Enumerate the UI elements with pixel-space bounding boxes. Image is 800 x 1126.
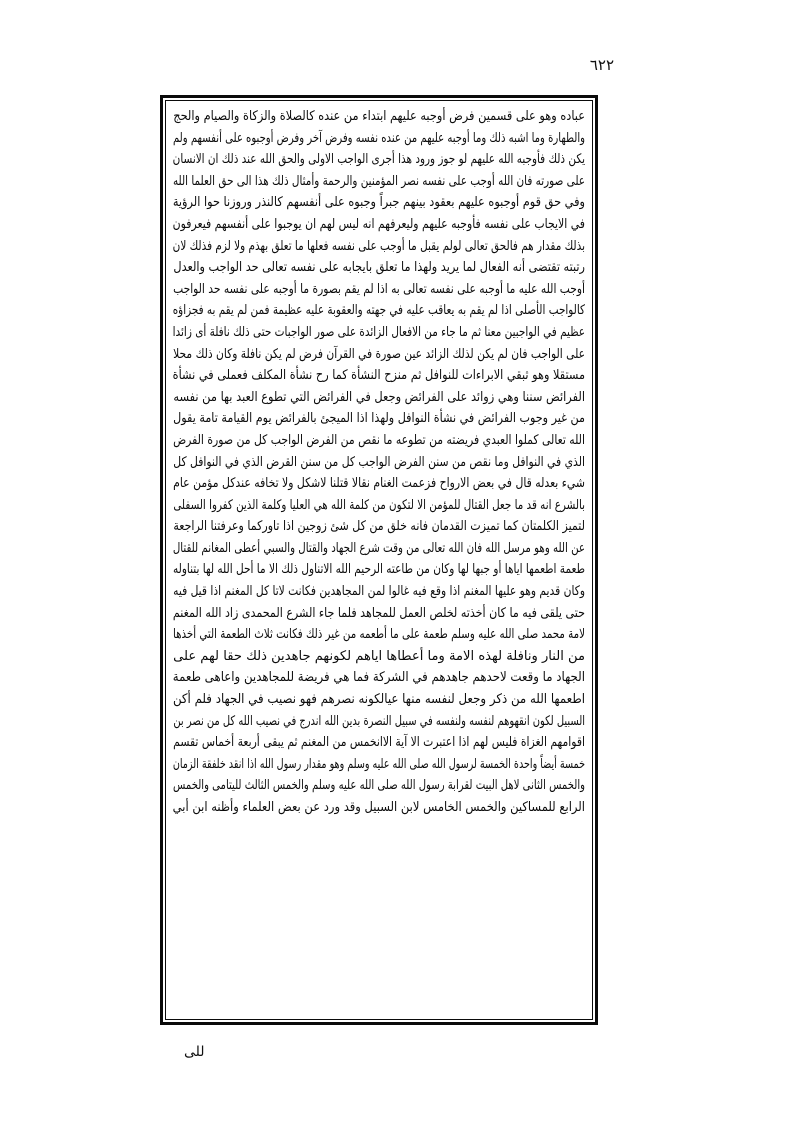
text-line: الرابع للمساكين والخمس الخامس لابن السبيل وقد ورد عن بعض العلماء وأظنه ابن أبي bbox=[173, 800, 585, 815]
text-line: بالشرع انه قد ما جعل القتال للمؤمن الا لتكون من كلمة الله هي العليا وكلمة الذين كفروا السفلى bbox=[173, 497, 585, 513]
text-line: بذلك مقدار هم فالحق تعالى لولم يقبل ما أوجب على نفسه فعلها ما تعلق بهذم ولا لزم فذلك لان bbox=[173, 238, 585, 254]
text-line: على الواجب فان لم يكن لذلك الزائد عين صورة في القرآن فرض لم يكن نافلة وكان ذلك محلا bbox=[173, 346, 585, 362]
text-line: مستقلا وهو ثبقي الابراءات للنوافل ثم منزح النشأة كما رح نشأة المكلف فعملى في نشأة bbox=[173, 368, 585, 384]
text-line: اقوامهم الغزاة فليس لهم اذا اعتبرت الا آية الاانخمس من المغنم ثم يبقى أربعة أخماس تقسم bbox=[173, 735, 585, 751]
text-line: عباده وهو على قسمين فرض أوجبه عليهم ابتداء من عنده كالصلاة والزكاة والصيام والحج bbox=[173, 109, 585, 124]
text-line: شيء بعدله قال في بعض الارواح فزعمت الغنام نقالا قتلنا لاشكل ولا تخافه عندكل مؤمن عام bbox=[173, 476, 585, 492]
text-line: الله تعالى كملوا العبدي فريضته من تطوعه ما نقص من الفرض الواجب كل من صورة الفرض bbox=[173, 432, 585, 448]
text-line: رتبته تقتضى أنه الفعال لما يريد ولهذا ما تعلق بايجابه على نفسه تعالى حد الواجب والعدل bbox=[173, 260, 585, 276]
text-line: حتى يلقى فيه ما كان أخذته لخلص العمل للمجاهد فلما جاء الشرع المحمدى زاد الله المغنم bbox=[173, 605, 585, 621]
text-line: خمسة أيضاً واحدة الخمسة لرسول الله صلى الله عليه وسلم وهو مقدار رسول الله اذا انقد خلفقة الزمان bbox=[173, 756, 585, 772]
text-line: والطهارة وما اشبه ذلك وما أوجبه عليهم من عنده نفسه وفرض آخر وفرض أوجبوه على أنفسهم ولم bbox=[173, 130, 585, 146]
page-number: ٦٢٢ bbox=[589, 56, 614, 74]
catchword: للى bbox=[184, 1044, 205, 1060]
text-line: كالواجب الأصلى اذا لم يقم به يعاقب عليه في جهته والعقوبة عليه عظيمة فمن لم يقم به فجزاؤه bbox=[173, 303, 585, 319]
text-line: طعمة اطعمها اياها أو جبها لها وكان من طاعته الرحيم الله الاتناول ذلك الا ما أحل الله لها بتناوله bbox=[173, 562, 585, 578]
text-line: السبيل لكون انقهوهم لنفسه ولنفسه في سبيل النصرة بدين الله اندرج في نصيب الله كل من نصر بن bbox=[173, 713, 585, 729]
text-line: عن الله وهو مرسل الله فان الله تعالى من وقت شرع الجهاد والقتال والسبي أعطى المغانم للقتال bbox=[173, 540, 585, 556]
manuscript-text-body bbox=[173, 106, 585, 1016]
text-line: في الايجاب على نفسه فأوجبه عليهم وليعرفهم انه ليس لهم ان يوجبوا على أنفسهم فيعرفون bbox=[173, 216, 585, 232]
text-line: الفرائض سننا وهي زوائد على الفرائض وجعل في الفرائض التي تطوع العبد بها من نفسه bbox=[173, 389, 585, 405]
text-line: يكن ذلك فأوجبه الله عليهم لو جوز ورود هذا أجرى الواجب الاولى والحق الله عند ذلك ان الانسان bbox=[173, 152, 585, 168]
text-line: من النار ونافلة لهذه الامة وما أعطاها اياهم لكونهم جاهدين ذلك حقا لهم على bbox=[173, 648, 585, 664]
text-line: لامة محمد صلى الله عليه وسلم طعمة على ما أطعمه من غير ذلك فكانت ثلاث الطعمة التي أخذها bbox=[173, 627, 585, 643]
text-line: لتميز الكلمتان كما تميزت القدمان فانه خلق من كل شئ زوجين اذا تاوركما وعرفتنا الراجعة bbox=[173, 519, 585, 535]
text-block-frame bbox=[160, 95, 598, 1025]
text-line: الجهاد ما وقعت لاحدهم جاهدهم في الشركة فما هي فريضة للمجاهدين واعاهى طعمة bbox=[173, 670, 585, 686]
text-line: والخمس الثانى لاهل البيت لقرابة رسول الله صلى الله عليه وسلم والخمس الثالث لليتامى والخمس bbox=[173, 778, 585, 794]
text-line: على صورته فان الله أوجب على نفسه نصر المؤمنين والرحمة وأمثال ذلك هذا الى حق العلما الله bbox=[173, 173, 585, 189]
text-line: وفي حق قوم أوجبوه عليهم بعقود بينهم جبراً وجبوه على أنفسهم كالنذر وروزنا حوا الرؤية bbox=[173, 195, 585, 211]
text-line: اطعمها الله من ذكر وجعل لنفسه منها عيالكونه نصرهم فهو نصيب في الجهاد فلم أكن bbox=[173, 692, 585, 708]
text-line: من غير وجوب الفرائض في نشأة النوافل ولهذا اذا الميجئ بالفرائض يوم القيامة تامة يقول bbox=[173, 411, 585, 427]
text-line: أوجب الله عليه ما أوجبه على نفسه تعالى به اذا لم يقم بصورة ما أوجبه على نفسه حد الواجب bbox=[173, 281, 585, 297]
text-line: عظيم في الواجبين معنا ثم ما جاء من الافعال الزائدة على صور الواجبات حتى ذلك نافلة أى زائدا bbox=[173, 324, 585, 340]
text-line: وكان قديم وهو عليها المغنم اذا وقع فيه غالوا لمن المجاهدين فكانت لاتا كل المغنم اذا قيل فيه bbox=[173, 584, 585, 600]
text-line: الذي في النوافل وما نقص من سنن الفرض الواجب كل من سنن القرض الذي في النوافل كل bbox=[173, 454, 585, 470]
